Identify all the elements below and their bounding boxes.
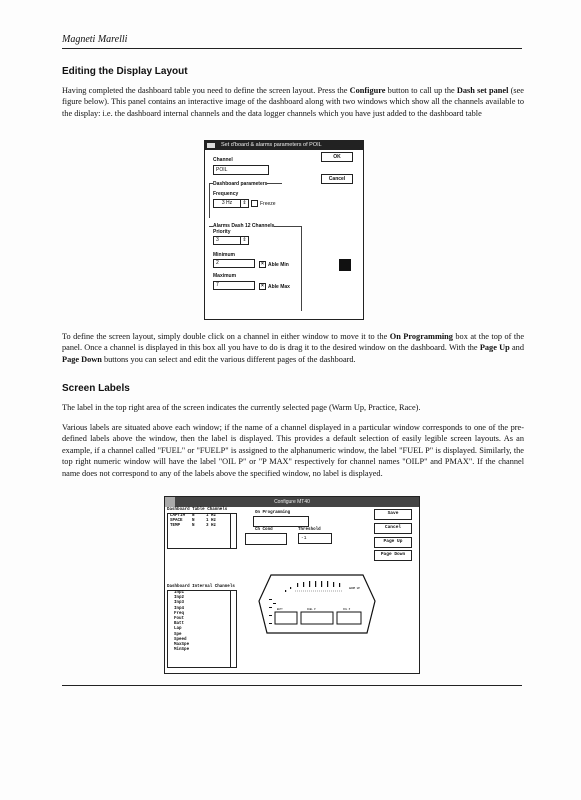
internal-channel-item[interactable]: Inp2 bbox=[174, 596, 185, 601]
cell-flag: N bbox=[192, 524, 195, 529]
dashboard-parameters-label: Dashboard parameters bbox=[213, 181, 268, 187]
paragraph-labels-2 bbox=[62, 422, 524, 479]
cell-flag: N bbox=[192, 514, 195, 518]
oil-p-label: OIL P bbox=[343, 608, 351, 611]
internal-channel-item[interactable]: Speed bbox=[174, 637, 187, 642]
internal-channel-item[interactable]: Fout bbox=[174, 617, 185, 622]
on-programming-box[interactable] bbox=[253, 516, 309, 527]
text-run: The label in the top right area of the screen indicates the currently selected page (Warm Up, Practice, Race). bbox=[62, 403, 421, 412]
internal-channel-item[interactable]: Freq bbox=[174, 611, 185, 616]
internal-channel-item[interactable]: MaxSpe bbox=[174, 643, 190, 648]
system-menu-icon bbox=[165, 497, 175, 507]
center-alphanumeric-window bbox=[301, 612, 333, 624]
text-run: Having completed the dashboard table you need to define the screen layout. Press the bbox=[62, 86, 350, 95]
paragraph-labels-1 bbox=[62, 402, 524, 413]
internal-channels-header: Dashboard Internal Channels bbox=[167, 585, 235, 589]
ch-cond-field[interactable] bbox=[245, 533, 287, 545]
running-header: Magneti Marelli bbox=[62, 34, 128, 45]
internal-channel-item[interactable]: Inp1 bbox=[174, 591, 185, 595]
text-run: and bbox=[509, 343, 524, 353]
section-heading-editing: Editing the Display Layout bbox=[62, 66, 188, 77]
bold-term: panel bbox=[489, 86, 509, 95]
internal-channel-item[interactable]: Batt bbox=[174, 622, 185, 627]
text-run: button to call up the bbox=[385, 86, 457, 95]
table-channel-row[interactable] bbox=[168, 524, 236, 529]
on-programming-label: On Programming bbox=[255, 511, 291, 515]
scrollbar[interactable] bbox=[230, 514, 236, 548]
text-run: box at the top of the panel. Once a channel is displayed in this box all you have to do is drag it to the desired window on the dashboard. With the bbox=[62, 332, 525, 353]
page-up-button[interactable]: Page Up bbox=[374, 537, 412, 548]
bold-term: On Programming bbox=[389, 332, 453, 341]
internal-channels-list[interactable] bbox=[167, 590, 237, 668]
priority-field[interactable]: 3 bbox=[213, 236, 243, 245]
threshold-field[interactable]: -1 bbox=[298, 533, 332, 544]
channel-field[interactable]: POIL bbox=[213, 165, 269, 175]
left-numeric-window bbox=[275, 612, 297, 624]
alarms-group-label: Alarms Dash 12 Channels bbox=[213, 223, 275, 229]
fuel-p-label: FUEL P bbox=[307, 608, 316, 611]
cell-freq: 3 Hz bbox=[206, 524, 217, 529]
cancel-button[interactable]: Cancel bbox=[374, 523, 412, 534]
header-rule bbox=[62, 48, 522, 49]
able-max-label: Able Max bbox=[268, 283, 290, 290]
frequency-spin-icon[interactable]: ⇕ bbox=[240, 199, 249, 208]
paragraph-editing-1 bbox=[62, 85, 524, 119]
right-numeric-window bbox=[337, 612, 361, 624]
cancel-button[interactable]: Cancel bbox=[321, 174, 353, 184]
able-min-checkbox[interactable] bbox=[259, 261, 289, 268]
ok-button[interactable]: OK bbox=[321, 152, 353, 162]
priority-label: Priority bbox=[213, 229, 231, 235]
batt-label: BATT bbox=[277, 608, 283, 611]
internal-channel-item[interactable]: Spe bbox=[174, 632, 182, 637]
maximum-label: Maximum bbox=[213, 273, 237, 279]
text-run: buttons you can select and edit the various different pages of the dashboard. bbox=[101, 354, 356, 364]
text-run: Various labels are situated above each window; if the name of a channel displayed in a particular window corresponds to one of the pre-defined labels above the window, then the label is displayed. This provides a default selection of easily legible screen layouts. As an example, if a channel called "FUEL" or "FUELP" is assigned to the alphanumeric window, the label "FUEL P" is displayed. Similarly, the top right numeric window will have the label "OIL P" or "P MAX" respectively for channel names "OILP" and PMAX". If the channel name does not correspond to any of the labels above the specified window, no label is displayed. bbox=[62, 423, 524, 478]
cell-name: SPACE bbox=[170, 519, 183, 524]
system-menu-icon bbox=[207, 143, 215, 148]
frequency-field[interactable]: 3 Hz bbox=[213, 199, 241, 208]
maximum-field[interactable]: 7 bbox=[213, 281, 255, 290]
save-button[interactable]: Save bbox=[374, 509, 412, 520]
footer-rule bbox=[62, 685, 522, 686]
cell-name: TEMP bbox=[170, 524, 181, 529]
configure-title: Configure MT40 bbox=[165, 497, 419, 507]
alarm-color-swatch[interactable] bbox=[339, 259, 351, 271]
threshold-label: Threshold bbox=[298, 528, 321, 532]
bold-term: Dash set bbox=[456, 86, 487, 95]
cell-flag: N bbox=[192, 519, 195, 524]
cell-freq: 1 Hz bbox=[206, 514, 217, 518]
freeze-label: Freeze bbox=[260, 200, 276, 207]
internal-channel-item[interactable]: MinSpe bbox=[174, 648, 190, 653]
bold-term: Page Down bbox=[62, 354, 102, 364]
freeze-checkbox[interactable] bbox=[251, 200, 276, 207]
paragraph-editing-2 bbox=[62, 331, 524, 365]
section-heading-screen-labels: Screen Labels bbox=[62, 383, 130, 394]
warm-up-label: WARM UP bbox=[349, 587, 360, 590]
able-max-checkbox[interactable] bbox=[259, 283, 290, 290]
bold-term: Page Up bbox=[479, 343, 510, 353]
checkbox-icon bbox=[251, 200, 258, 207]
minimum-field[interactable]: 2 bbox=[213, 259, 255, 268]
minimum-label: Minimum bbox=[213, 252, 235, 258]
able-min-label: Able Min bbox=[268, 261, 289, 268]
cell-freq: 1 Hz bbox=[206, 519, 217, 524]
internal-channel-item[interactable]: Inp4 bbox=[174, 606, 185, 611]
text-run: To define the screen layout, simply double click on a channel in either window to move it to the bbox=[62, 332, 390, 341]
scrollbar[interactable] bbox=[230, 591, 236, 667]
internal-channel-item[interactable]: Lap bbox=[174, 627, 182, 632]
channel-label: Channel bbox=[213, 157, 233, 163]
dashboard-display-image bbox=[257, 567, 377, 635]
checkbox-checked-icon: × bbox=[259, 261, 266, 268]
dash-set-panel-figure bbox=[204, 140, 364, 320]
bold-term: Configure bbox=[349, 86, 386, 95]
ch-cond-label: Ch Cond bbox=[255, 528, 273, 532]
internal-channel-item[interactable]: Inp3 bbox=[174, 601, 185, 606]
rpm-bar-scale bbox=[285, 581, 340, 592]
page-down-button[interactable]: Page Down bbox=[374, 550, 412, 561]
panel-title: Set d'board & alarms parameters of POIL bbox=[205, 141, 363, 150]
cell-name: LAPTIM bbox=[170, 514, 186, 518]
table-channels-header: Dashboard Table Channels bbox=[167, 508, 228, 512]
text-run: (see figure below). This panel contains an interactive image of the dashboard along with two windows which show all the channels available to the display: i.e. the dashboard internal channels and the data logger channels which you have just added to the dashboard table bbox=[62, 86, 524, 118]
configure-panel-figure bbox=[164, 496, 420, 674]
table-channels-list[interactable] bbox=[167, 513, 237, 549]
priority-spin-icon[interactable]: ⇕ bbox=[240, 236, 249, 245]
checkbox-checked-icon: × bbox=[259, 283, 266, 290]
frequency-label: Frequency bbox=[213, 191, 239, 197]
